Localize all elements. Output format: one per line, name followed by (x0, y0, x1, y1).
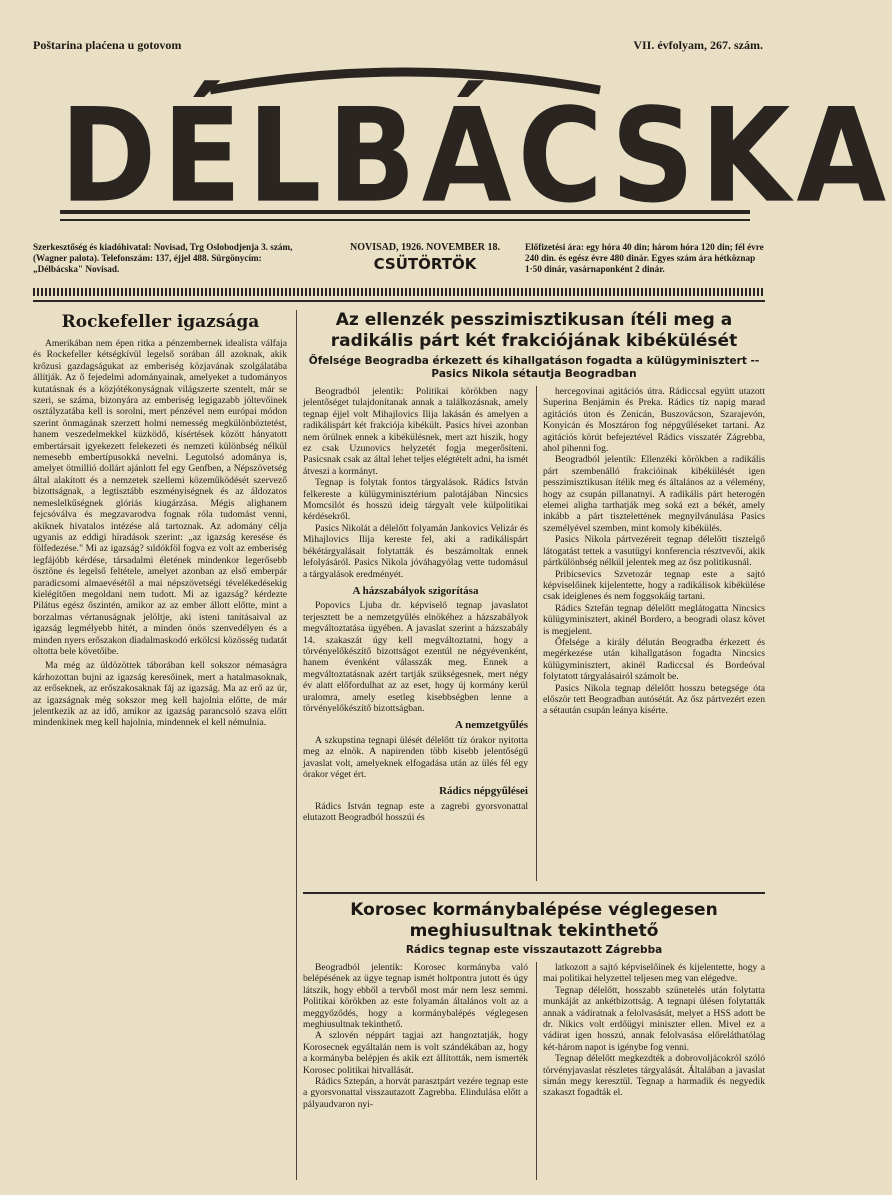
column-divider (536, 386, 537, 881)
article1-body (33, 338, 287, 1178)
article2-paragraph: Beogradból jelentik: Ellenzéki körökben a radikális párt szembenálló frakcióinak kibékülését igen pesszimisztikusan ítélik meg és általános az a vélemény, hogy az csupán pillanatnyi. A radikális párt heterogén elemei aligha tarthatják meg soká ezt a békét, amely inkább a párt tisztelettének megnyilvánulása Pasics személyével szemben, mint komoly kibékülés. (543, 454, 765, 534)
article2-title: Az ellenzék pesszimisztikusan ítéli meg a radikális párt két frakciójának kibékülését (330, 310, 738, 351)
postage-note: Poštarina plaćena u gotovom (33, 38, 182, 52)
issue-number: VII. évfolyam, 267. szám. (633, 38, 763, 52)
article2-paragraph: Tegnap is folytak fontos tárgyalások. Rádics István felkereste a külügyminisztérium palotájában Nincsics Momcsilót és hosszú ideig tárgyalt vele külpolitikai kérdésekről. (303, 477, 528, 523)
article2-paragraph: Rádics Sztefán tegnap délelőtt meglátogatta Nincsics külügyminisztert, akinél Bordero, a beogradi olasz követ is megjelent. (543, 602, 765, 637)
masthead (60, 62, 892, 233)
article3-right-column (543, 962, 765, 1182)
header-rule (33, 288, 765, 296)
column-divider (536, 962, 537, 1180)
article-separator (303, 892, 765, 894)
article2-paragraph: Popovics Ljuba dr. képviselő tegnap javaslatot terjesztett be a nemzetgyűlés elnökéhez a házszabályok megváltoztatása ügyében. A javaslat szerint a házszabály 14. szakaszát úgy kell megváltoztatni, hogy a törvényelőkészítő bizottságot ezentúl ne négyévenként, hanem évenként válasszák meg. Ennek a megváltoztatásnak azért tartják szükségesnek, mert négy év alatt előfordulhat az az eset, hogy új kormány kerül uralomra, amely esetleg kisebbségben lenne a törvényelőkészítő bizottságban. (303, 600, 528, 714)
section-heading-parliament: A nemzetgyűlés (454, 719, 528, 732)
article3-paragraph: Beogradból jelentik: Korosec kormányba való belépésének az ügye tegnap ismét holtpontra jutott és úgy látszik, hogy ebből a tervből most már nem lesz semmi. Politikai körökben az este folyamán általános volt az a meggyőződés, hogy a kormánybalépés véglegesen meghiusultnak tekinthető. (303, 962, 528, 1031)
article1-paragraph: Amerikában nem épen ritka a pénzembernek idealista válfaja és Rockefeller kétségkívül legelső sorában áll azoknak, akik krőzusi gazdagságukat az emberiség közjavának szolgálatába állítják. Az ő fejedelmi adományainak, amelyeket a tudományos kutatásnak és a közjótékonyságnak világszerte szentelt, már se szeri, se száma, bizonyára az emberiség legigazabb jóltevőinek osztályzatába kell is sorolni, mert pénzével nem európai módon szerint önmagának szerzett holmi nemesség megkülönböztetést, hanem veszedelmekkel küzködő, kísértések között hányatott embertársait igyekezett felekezeti és nemzeti különbség nélkül nemesebb embertípusokká nevelni. Legutolsó adománya is, amelyet ötmillió dollárt ajánlott fel egy Genfben, a Népszövetség által alakított és a nemzetek szellemi közeműködését szervező bizottságnak, a legtisztább eszményiségnek és az áldozatos nemeslelkűségnek glóriás kiugárzása. Mégis alighanem fejcsóválva és megzavarodva fognak róla tudomást venni, akiknek hivatalos intézése alá tartoznak. Az adomány célja ugyanis az eddigi híradások szerint: „az igazság keresése és fölfedezése." Mi az igazság? sıldókföl fogva ez volt az emberiség legfájóbb kérdése, társadalmi életének mindenkor legerősebb ösztöne és legelső feltétele, amelyet azonban az első emberpár paradicsomi almaevésétől a mai népszövetségi tévelékedésekig kielégítően megoldani nem tudott. Mi az igazság? kérdezte Pilátus egész őszintén, amikor az az ember állott előtte, mint a borzalmas vértanuságnak jelöltje, aki isteni tanításaival az igazság legmélyebb hitét, a minden önös szenvedélyen és a minden nyers erőszakon diadalmaskodó erkölcsi közösség tudatát oltotta bele követőibe. (33, 338, 287, 657)
article3-paragraph: Tegnap délelőtt, hosszabb szünetelés után folytatta munkáját az ankétbizottság. A tegnapi ülésen folytatták annak a vádiratnak a felolvasását, melyet a HSS adott be dr. Nikics volt erdőügyi miniszter ellen. Mivel ez a vádirat igen hosszú, annak felolvasása előreláthatólag két-három napot is igénybe fog venni. (543, 984, 765, 1053)
article3-subtitle: Rádics tegnap este visszautazott Zágrebba (405, 944, 663, 956)
article2-left-column (303, 386, 528, 881)
article2-paragraph: Pribicsevics Szvetozár tegnap este a sajtó képviselőinek kijelentette, hogy a radikálisok kibékülése csak ideiglenes és nem foggsokáig tartani. (543, 568, 765, 603)
masthead-title: DÉLBÁCSKA (60, 80, 892, 233)
article2-paragraph: Rádics István tegnap este a zagrebi gyorsvonattal elutazott Beogradból hosszúi és (303, 800, 528, 824)
section-heading-house-rules: A házszabályok szigorítása (352, 584, 479, 597)
article2-paragraph: hercegovinai agitációs útra. Rádiccsal együtt utazott Superina Benjámin és Preka. Rádics tíz napig marad agitációs úton és Zenicán, Buszovácson, Szarajevón, Konyicán és Mosztáron fog népgyűléseket tartani. Az agitációs körút befejeztével Rádics visszatér Zágrebba, ahol pihenni fog. (543, 386, 765, 455)
article3-paragraph: Rádics Sztepán, a horvát parasztpárt vezére tegnap este a gyorsvonattal visszautazott Zagrebba. Elindulása előtt a pályaudvaron nyi- (303, 1076, 528, 1110)
subscription-info: Előfizetési ára: egy hóra 40 din; három hóra 120 din; fél évre 240 din. és egész évre 480 dinár. Egyes szám ára hétköznap 1·50 dinár, vasárnaponként 2 dinár. (525, 242, 764, 274)
article3-paragraph: A szlovén néppárt tagjai azt hangoztatják, hogy Korosecnek egyáltalán nem is volt szándékában az, hogy a kormányba belépjen és akik ezt állították, nem ismerték Korosec politikai hitvallását. (303, 1030, 528, 1076)
article2-paragraph: Őfelsége a király délután Beogradba érkezett és megérkezése után kihallgatáson fogadta Nincsics külügyminisztert, akinél Radiccsal és Bordeóval folytatott tárgyalásairól számolt be. (543, 636, 765, 683)
weekday: CSÜTÖRTÖK (373, 255, 477, 273)
article2-paragraph: A szkupstina tegnapi ülését délelőtt tíz órakor nyitotta meg az elnök. A napirenden több kisebb jelentőségű javaslat volt, amelyeknek elfogadása után az ülés fél egy órakor véget ért. (303, 734, 528, 780)
article3-paragraph: Tegnap délelőtt megkezdték a dobrovoljácokról szóló törvényjavaslat részletes tárgyalását. Általában a javaslat simán megy keresztül. Tegnap a harmadik és negyedik szakaszt fogadták el. (543, 1053, 765, 1099)
article2-subtitle: Őfelsége Beogradba érkezett és kihallgatáson fogadta a külügyminisztert -- Pasics Nikola sétautja Beogradban (308, 355, 760, 380)
article3-left-column (303, 962, 528, 1182)
article3-paragraph: latkozott a sajtó képviselőinek és kijelentette, hogy a mai politikai helyzettel teljesen meg van elégedve. (543, 962, 765, 985)
article3-title: Korosec kormánybalépése véglegesen meghiusultnak tekinthető (350, 900, 718, 941)
section-heading-radics-rallies: Rádics népgyűlései (439, 785, 528, 798)
article2-right-column (543, 386, 765, 881)
dateline (345, 242, 505, 273)
imprint: Szerkesztőség és kiadóhivatal: Novisad, Trg Oslobodjenja 3. szám, (Wagner palota). Telefonszám: 137, éjjel 488. Sürgönycím: „Délbácska" Novisad. (33, 242, 293, 274)
header-rule-thin (33, 300, 765, 302)
article2-paragraph: Pasics Nikola tegnap délelőtt hosszu betegsége óta először tett Beogradban autósétát. Az ősz pártvezért ezen a sétaután csupán leánya kísérte. (543, 682, 765, 717)
article2-paragraph: Pasics Nikolát a délelőtt folyamán Jankovics Velizár és Mihajlovics Ilija kereste fel, aki a radikálispárt békétárgyalásait folytatták és beszámoltak ennek lefolyásáról. Pasics Nikola jóváhagyólag vette tudomásul a tárgyalások eredményét. (303, 522, 528, 580)
issue-date: NOVISAD, 1926. NOVEMBER 18. (349, 242, 500, 253)
article1-paragraph: Ma még az üldözöttek táborában kell sokszor némaságra kárhozottan bujni az igazság keresőinek, mert a hatalmasoknak, az erőseknek, az erőszakosaknak fáj az igazság. Ma az erő az úr, az igazságnak még sokszor meg kell hajolnia előtte, de már jelentkezik az az idő, amikor az igazság parancsoló szava előtt mindenkinek meg kell hajolnia, mindennek el kell némulnia. (33, 660, 287, 729)
article2-paragraph: Pasics Nikola pártvezéreit tegnap délelőtt tisztelgő látogatást tettek a vasutügyi konferencia résztvevői, akik pártkülönbség nélkül jelentek meg az ősz politikusnál. (543, 534, 765, 569)
article2-paragraph: Beogradból jelentik: Politikai körökben nagy jelentőséget tulajdonítanak annak a találkozásnak, amely tegnap éjjel volt Mihajlovics Ilija lakásán és amelyen a radikálispárt két frakciója kibékült. Pasics hívei azonban nem örülnek ennek a kibékülésnek, mert azt hiszik, hogy ez csak Uzunovics helyzetét fogja megerősíteni. Pasicsnak csak az által lehet teljes elégtételt adni, ha ismét átveszi a kormányt. (303, 386, 528, 477)
column-divider (296, 310, 297, 1180)
article1-title: Rockefeller igazsága (61, 312, 260, 332)
